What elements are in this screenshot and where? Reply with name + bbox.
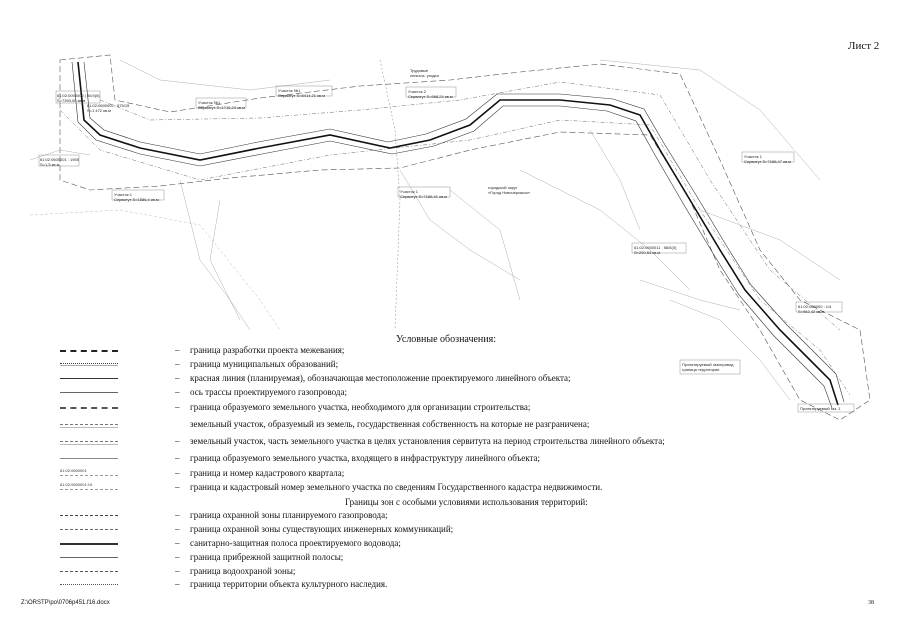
legend-text: санитарно-защитная полоса проектируемого водовода; [190,538,401,548]
legend-zone-item [60,579,760,591]
legend-symbol [60,557,118,558]
legend-text: земельный участок, часть земельного участка в целях установления сервитута на период строительства линейного объекта; [190,436,665,446]
legend-dash: – [175,387,180,397]
map-label: Проектируемый газ. 1 [800,406,841,411]
legend-dash: – [175,482,180,492]
legend-dash: – [175,436,180,446]
legend-zone-item [60,552,760,564]
legend-item [60,387,760,399]
legend-symbol [60,571,118,572]
legend-dash: – [175,524,180,534]
legend-text: земельный участок, образуемый из земель, государственная собственность на которые не разграничена; [190,419,590,429]
municipal-boundary [380,60,400,330]
map-label: Трудовые сельхоз. угодья [410,68,439,78]
legend-symbol [60,424,118,425]
legend-text: граница разработки проекта межевания; [190,345,345,355]
legend-dash: – [175,510,180,520]
legend-text: граница территории объекта культурного наследия. [190,579,388,589]
legend-symbol [60,407,118,409]
map-label: 61:02:0600002 : 575/15 S=1 472 кв.м [87,103,130,113]
map-label: 61:02:0600001 : 1955 S=1,5 кв.м [40,157,79,167]
legend-item [60,468,760,480]
legend-text: граница прибрежной защитной полосы; [190,552,344,562]
legend-item [60,373,760,385]
legend-symbol [60,378,118,379]
legend-zone-item [60,538,760,550]
file-name: Z:\ORSTP\po\0706p451.f16.docx [21,600,110,606]
map-label: 61:02:0000000 | 50/4(5) S=7393,00 кв.м [57,93,100,103]
legend-text: граница водоохраной зоны; [190,566,296,576]
legend-dash: – [175,552,180,562]
legend-item [60,402,760,414]
legend-text: ось трассы проектируемого газопровода; [190,387,347,397]
map-label: Участок 2 Сервитут S=968,24 кв.м [408,89,453,99]
legend-item [60,453,760,465]
legend-dash: – [175,468,180,478]
map-label: Участок №1 Сервитут S=8414,21 кв.м [278,88,325,98]
legend-dash: – [175,579,180,589]
legend-symbol [60,475,118,476]
map-label: Участок 1 Сервитут S=7186,41 кв.м [400,189,447,199]
map-label: Проектируемый газопровод граница территории [682,362,734,372]
legend-symbol-label: 61:02:0600001 [60,468,87,473]
legend-text: красная линия (планируемая), обозначающая местоположение проектируемого линейного объекта; [190,373,571,383]
legend-text: граница и кадастровый номер земельного участка по сведениям Государственного кадастра недвижимости. [190,482,603,492]
map-label: Участок 1 Сервитут S=7186,47 кв.м [744,154,791,164]
zones-heading: Границы зон с особыми условиями использования территорий: [345,497,588,507]
legend-item [60,482,760,494]
legend-dash: – [175,373,180,383]
legend-symbol [60,584,118,585]
legend-zone-item [60,566,760,578]
map-label: Участок №1 Сервитут S=1716,24 кв.м [198,100,245,110]
legend-symbol [60,529,118,530]
legend-item [60,436,760,448]
legend-text: граница охранной зоны планируемого газопровода; [190,510,388,520]
legend-symbol [60,392,118,393]
legend-symbol-label: 61:02:0600001:19 [60,482,93,487]
map-label: 61:02:000000 : 1/4 S=962,42 кв.м [798,304,832,314]
legend-zone-item [60,524,760,536]
legend-title: Условные обозначения: [396,334,497,345]
map-label: городской округ «Город Новочеркасск» [488,185,531,195]
map-label: 61:02:0600011 : 56/5(3) S=290,54 кв.м [634,245,677,255]
legend-symbol [60,441,118,442]
legend-text: граница охранной зоны существующих инженерных коммуникаций; [190,524,454,534]
legend-item [60,359,760,371]
legend-symbol [60,543,118,545]
map-label: Участок 1 Сервитут S=1586,4 кв.м [114,192,159,202]
legend-text: граница образуемого земельного участка, входящего в инфраструктуру линейного объекта; [190,453,541,463]
legend-dash: – [175,538,180,548]
legend-item [60,419,760,431]
legend-symbol [60,489,118,490]
legend-symbol [60,458,118,459]
municipal-boundary-2 [30,210,280,330]
legend-symbol [60,363,118,364]
legend-dash: – [175,453,180,463]
sheet-label: Лист 2 [848,40,880,52]
legend-text: граница и номер кадастрового квартала; [190,468,345,478]
legend-dash: – [175,345,180,355]
legend-symbol [60,350,118,352]
legend-symbol [60,515,118,516]
legend-dash: – [175,359,180,369]
legend-dash: – [175,566,180,576]
page-number: 38 [868,600,874,606]
legend-dash: – [175,402,180,412]
legend-zone-item [60,510,760,522]
legend-text: граница образуемого земельного участка, необходимого для организации строительства; [190,402,531,412]
legend-text: граница муниципальных образований; [190,359,339,369]
legend-item [60,345,760,357]
